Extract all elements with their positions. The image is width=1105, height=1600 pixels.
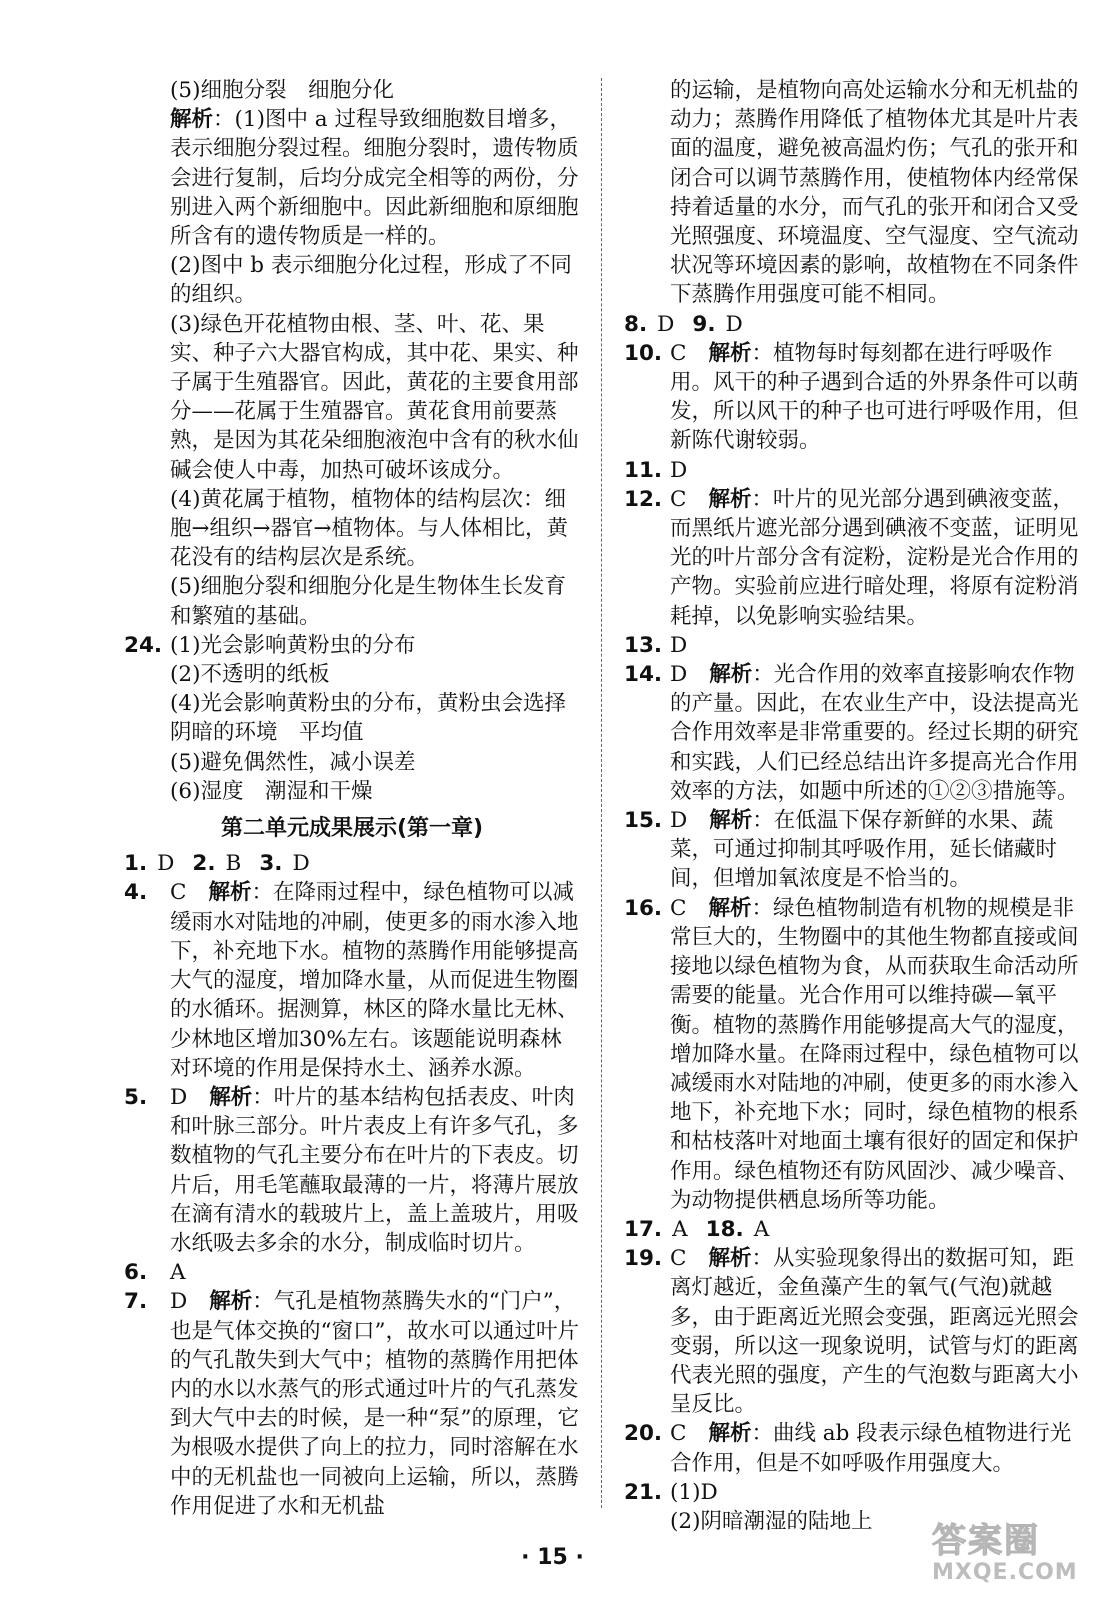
paragraph: (2)图中 b 表示细胞分化过程，形成了不同的组织。 <box>170 253 572 308</box>
answer-text: B <box>225 851 242 877</box>
question-analysis <box>124 1287 580 1521</box>
paragraph: (5)细胞分裂 细胞分化 <box>170 78 394 103</box>
question-analysis <box>124 1083 580 1258</box>
question-analysis <box>624 485 1079 631</box>
analysis-label: 解析 <box>708 486 752 512</box>
paragraph: (5)避免偶然性，减小误差 <box>170 749 416 775</box>
analysis-text: ：叶片的见光部分遇到碘液变蓝，而黑纸片遮光部分遇到碘液不变蓝，证明见光的叶片部分含有淀粉，淀粉是光合作用的产物。实验前应进行暗处理，将原有淀粉消耗掉，以免影响实验结果。 <box>670 486 1079 629</box>
question-number: 2. <box>192 851 216 877</box>
paragraph: (2)不透明的纸板 <box>170 662 330 688</box>
question-number: 14. <box>624 662 663 688</box>
analysis-text: ：在降雨过程中，绿色植物可以减缓雨水对陆地的冲刷，使更多的雨水渗入地下，补充地下水。植物的蒸腾作用能够提高大气的湿度，增加降水量，从而促进生物圈的水循环。据测算，林区的降水量比无林、少林地区增加30%左右。该题能说明森林对环境的作用是保持水土、涵养水源。 <box>170 880 579 1081</box>
question-number: 4. <box>124 880 148 906</box>
analysis-label: 解析 <box>209 1084 253 1110</box>
analysis-text: ：从实验现象得出的数据可知，距离灯越近，金鱼藻产生的氧气(气泡)就越多，由于距离近光照会变强，距离远光照会变弱，所以这一现象说明，试管与灯的距离代表光照的强度，产生的气泡数与距离大小呈反比。 <box>670 1246 1079 1418</box>
analysis-text: ：在低温下保存新鲜的水果、蔬菜，可通过抑制其呼吸作用，延长储藏时间，但增加氧浓度是不恰当的。 <box>670 808 1058 892</box>
question-analysis <box>624 660 1079 806</box>
paragraph: (4)黄花属于植物，植物体的结构层次：细胞→组织→器官→植物体。与人体相比，黄花没有的结构层次是系统。 <box>170 486 569 571</box>
analysis-label: 解析 <box>708 1421 752 1447</box>
question-number: 10. <box>624 340 663 366</box>
question-answer <box>624 456 1079 485</box>
right-column <box>624 76 1079 1536</box>
answer-choice: D <box>670 662 688 688</box>
question-number: 13. <box>624 632 663 658</box>
analysis-label: 解析 <box>709 808 753 834</box>
watermark-title: 答案圈 <box>932 1521 1040 1561</box>
question-number: 17. <box>624 1216 663 1242</box>
answer-choice: D <box>170 1289 188 1315</box>
answer-choice: C <box>670 895 687 921</box>
paragraph: (5)细胞分裂和细胞分化是生物体生长发育和繁殖的基础。 <box>170 574 566 629</box>
page-number: · 15 · <box>521 1545 584 1570</box>
question-analysis <box>624 1244 1079 1419</box>
answer-text: A <box>672 1216 688 1242</box>
answer-choice: D <box>670 808 688 834</box>
analysis-label: 解析 <box>209 1289 253 1315</box>
analysis-text: ：气孔是植物蒸腾失水的“门户”，也是气体交换的“窗口”，故水可以通过叶片的气孔散失到大气中；植物的蒸腾作用把体内的水以水蒸气的形式通过叶片的气孔蒸发到大气中去的时候，是一种“泵”的原理，它为根吸水提供了向上的拉力，同时溶解在水中的无机盐也一同被向上运输，所以，蒸腾作用促进了水和无机盐 <box>170 1289 579 1519</box>
analysis-label: 解析 <box>708 340 752 366</box>
analysis-label: 解析 <box>709 662 753 688</box>
answer-choice: C <box>670 486 687 512</box>
question-answer <box>124 1258 580 1287</box>
section-title: 第二单元成果展示(第一章) <box>220 816 484 842</box>
question-number: 12. <box>624 486 663 512</box>
question-number: 11. <box>624 457 663 483</box>
paragraph: (4)光会影响黄粉虫的分布，黄粉虫会选择阴暗的环境 平均值 <box>170 691 566 746</box>
question-number: 20. <box>624 1421 663 1447</box>
analysis-text: ：曲线 ab 段表示绿色植物进行光合作用，但是不如呼吸作用强度大。 <box>670 1421 1072 1476</box>
answer-text: D <box>670 457 688 483</box>
question-number: 5. <box>124 1084 148 1110</box>
answer-choice: C <box>670 1246 687 1272</box>
question-answer <box>124 631 580 660</box>
analysis-label: 解析 <box>208 880 252 906</box>
answer-text: D <box>292 851 310 877</box>
question-answer <box>624 1478 1079 1507</box>
question-analysis <box>624 806 1079 894</box>
answer-row <box>624 310 1079 339</box>
analysis-text: ：光合作用的效率直接影响农作物的产量。因此，在农业生产中，设法提高光合作用效率是非常重要的。经过长期的研究和实践，人们已经总结出许多提高光合作用效率的方法，如题中所述的①②③措施等。 <box>670 662 1079 804</box>
question-analysis <box>624 339 1079 456</box>
answer-choice: C <box>670 1421 687 1447</box>
answer-text: D <box>670 632 688 658</box>
paragraph: (3)绿色开花植物由根、茎、叶、花、果实、种子六大器官构成，其中花、果实、种子属于生殖器官。因此，黄花的主要食用部分——花属于生殖器官。黄花食用前要蒸熟，是因为其花朵细胞液泡中含有的秋水仙碱会使人中毒，加热可破坏该成分。 <box>170 311 579 483</box>
question-number: 16. <box>624 895 663 921</box>
analysis-label: 解析 <box>170 107 214 133</box>
analysis-paragraph <box>124 105 580 251</box>
question-number: 15. <box>624 808 663 834</box>
analysis-text: ：植物每时每刻都在进行呼吸作用。风干的种子遇到合适的外界条件可以萌发，所以风干的种子也可进行呼吸作用，但新陈代谢较弱。 <box>670 340 1079 454</box>
answer-text: (1)光会影响黄粉虫的分布 <box>170 632 416 658</box>
question-number: 7. <box>124 1289 148 1315</box>
answer-text: D <box>725 311 743 337</box>
question-analysis <box>124 878 580 1082</box>
question-number: 24. <box>124 632 163 658</box>
analysis-text: ：绿色植物制造有机物的规模是非常巨大的，生物圈中的其他生物都直接或间接地以绿色植物为食，从而获取生命活动所需要的能量。光合作用可以维持碳—氧平衡。植物的蒸腾作用能够提高大气的湿度，增加降水量。在降雨过程中，绿色植物可以减缓雨水对陆地的冲刷，使更多的雨水渗入地下，补充地下水；同时，绿色植物的根系和枯枝落叶对地面土壤有很好的固定和保护作用。绿色植物还有防风固沙、减少噪音、为动物提供栖息场所等功能。 <box>670 895 1079 1213</box>
answer-choice: D <box>170 1084 188 1110</box>
question-number: 21. <box>624 1479 663 1505</box>
analysis-text: ：(1)图中 a 过程导致细胞数目增多，表示细胞分裂过程。细胞分裂时，遗传物质会进行复制，后均分成完全相等的两份，分别进入两个新细胞中。因此新细胞和原细胞所含有的遗传物质是一样的。 <box>170 107 579 250</box>
answer-choice: C <box>170 880 187 906</box>
answer-row <box>124 849 580 878</box>
left-column <box>124 76 580 1521</box>
column-divider <box>601 78 602 1508</box>
answer-text: D <box>157 851 175 877</box>
question-analysis <box>624 894 1079 1215</box>
question-number: 3. <box>259 851 283 877</box>
paragraph: 的运输，是植物向高处运输水分和无机盐的动力；蒸腾作用降低了植物体尤其是叶片表面的温度，避免被高温灼伤；气孔的张开和闭合可以调节蒸腾作用，使植物体内经常保持着适量的水分，而气孔的张开和闭合又受光照强度、环境温度、空气湿度、空气流动状况等环境因素的影响，故植物在不同条件下蒸腾作用强度可能不相同。 <box>670 78 1079 308</box>
answer-text: A <box>170 1260 186 1286</box>
answer-choice: C <box>670 340 687 366</box>
answer-text: (1)D <box>670 1479 718 1505</box>
answer-row <box>624 1215 1079 1244</box>
question-number: 1. <box>124 851 148 877</box>
answer-text: D <box>657 311 675 337</box>
question-number: 9. <box>692 311 716 337</box>
question-number: 19. <box>624 1246 663 1272</box>
paragraph: (6)湿度 潮湿和干燥 <box>170 778 373 804</box>
question-number: 18. <box>705 1216 744 1242</box>
answer-text: A <box>753 1216 770 1242</box>
watermark-url: MXQE.COM <box>932 1560 1078 1585</box>
analysis-label: 解析 <box>708 895 752 921</box>
analysis-text: ：叶片的基本结构包括表皮、叶肉和叶脉三部分。叶片表皮上有许多气孔，多数植物的气孔主要分布在叶片的下表皮。切片后，用毛笔蘸取最薄的一片，将薄片展放在滴有清水的载玻片上，盖上盖玻片，用吸水纸吸去多余的水分，制成临时切片。 <box>170 1084 579 1256</box>
analysis-label: 解析 <box>708 1246 752 1272</box>
paragraph: (2)阴暗潮湿的陆地上 <box>670 1508 873 1534</box>
question-number: 6. <box>124 1260 148 1286</box>
question-answer <box>624 631 1079 660</box>
question-number: 8. <box>624 311 648 337</box>
question-analysis <box>624 1419 1079 1477</box>
watermark-logo <box>932 1522 1087 1592</box>
